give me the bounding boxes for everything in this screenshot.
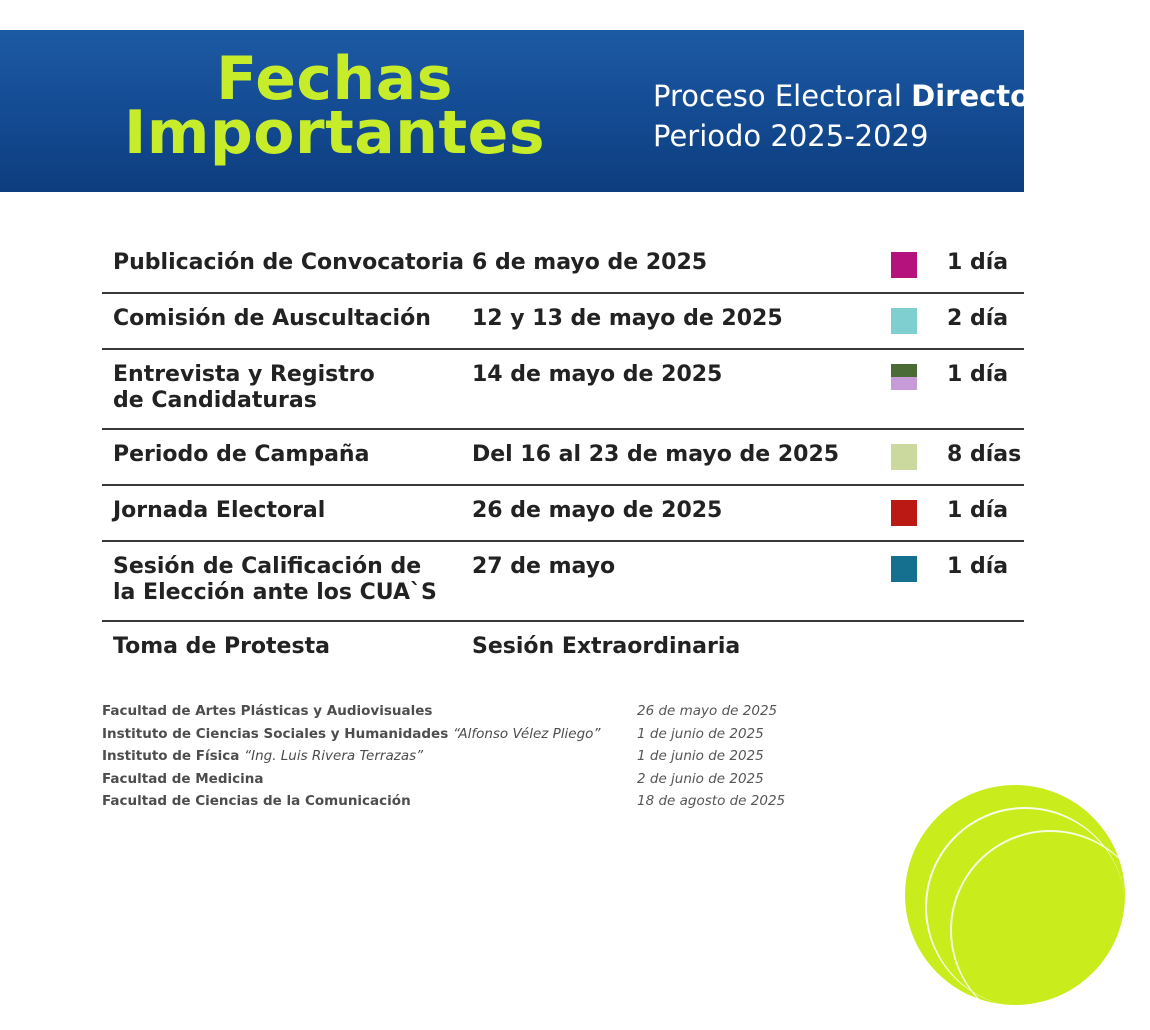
footnote-row: [102, 790, 822, 813]
page-title: [124, 44, 546, 168]
color-swatch: [891, 308, 917, 334]
footnote-row: [102, 700, 822, 723]
schedule-row: [102, 622, 1024, 682]
footnote-row: [102, 723, 822, 746]
event-date: 12 y 13 de mayo de 2025: [472, 306, 783, 331]
schedule-row: [102, 486, 1024, 542]
event-label: Comisión de Auscultación: [113, 306, 431, 331]
event-date: Sesión Extraordinaria: [472, 634, 741, 659]
footnote-date: 1 de junio de 2025: [637, 748, 764, 764]
color-swatch: [891, 444, 917, 470]
event-date: 26 de mayo de 2025: [472, 498, 723, 523]
footnote-institution: [102, 768, 263, 791]
footnotes-list: [102, 700, 822, 813]
swatch-bottom: [891, 377, 917, 390]
footnote-date: 2 de junio de 2025: [637, 770, 764, 787]
event-duration: 1 día: [947, 362, 1009, 387]
institution-note: “Ing. Luis Rivera Terrazas”: [244, 748, 424, 764]
event-label: Periodo de Campaña: [113, 442, 370, 467]
color-swatch: [891, 556, 917, 582]
schedule-row: [102, 430, 1024, 486]
event-label: Entrevista y Registro de Candidaturas: [113, 362, 375, 413]
decorative-circle: [905, 785, 1125, 1005]
event-label: Sesión de Calificación de la Elección ante los CUA`S: [113, 554, 437, 605]
swatch-top: [891, 364, 917, 377]
color-swatch: [891, 252, 917, 278]
event-label: Toma de Protesta: [113, 634, 330, 659]
institution-name: Facultad de Ciencias de la Comunicación: [102, 793, 411, 809]
institution-name: Facultad de Artes Plásticas y Audiovisuales: [102, 703, 433, 719]
footnote-institution: [102, 723, 600, 746]
event-label: Publicación de Convocatoria: [113, 250, 464, 275]
subtitle: [653, 76, 1044, 156]
footnote-row: [102, 745, 822, 768]
event-date: 14 de mayo de 2025: [472, 362, 723, 387]
subtitle-line-1: [653, 76, 1044, 116]
footnote-date: 1 de junio de 2025: [637, 725, 764, 742]
subtitle-line-2: Periodo 2025-2029: [653, 119, 929, 153]
schedule-table: [102, 238, 1024, 682]
event-date: 6 de mayo de 2025: [472, 250, 708, 275]
event-duration: 2 día: [947, 306, 1009, 331]
schedule-row: [102, 238, 1024, 294]
color-swatch: [891, 364, 917, 390]
subtitle-bold: Director: [911, 79, 1045, 113]
footnote-date: 26 de mayo de 2025: [637, 703, 778, 719]
schedule-row: [102, 350, 1024, 430]
footnote-institution: [102, 745, 423, 768]
decorative-arc: [950, 830, 1150, 1030]
footnote-institution: [102, 700, 432, 723]
footnote-date: 18 de agosto de 2025: [637, 793, 786, 809]
header-banner: [0, 30, 1045, 192]
institution-name: Instituto de Ciencias Sociales y Humanidades: [102, 725, 453, 742]
institution-name: Facultad de Medicina: [102, 770, 264, 787]
event-label: Jornada Electoral: [113, 498, 326, 523]
event-date: Del 16 al 23 de mayo de 2025: [472, 442, 840, 467]
title-line-2: Importantes: [124, 98, 546, 168]
institution-note: “Alfonso Vélez Pliego”: [452, 725, 601, 742]
schedule-row: [102, 294, 1024, 350]
title-line-1: Fechas: [216, 44, 453, 114]
subtitle-prefix: Proceso Electoral: [653, 79, 912, 113]
event-duration: 1 día: [947, 554, 1009, 579]
schedule-row: [102, 542, 1024, 622]
institution-name: Instituto de Física: [102, 748, 245, 764]
footnote-institution: [102, 790, 411, 813]
footnote-row: [102, 768, 822, 791]
event-duration: 8 días: [947, 442, 1022, 467]
event-date: 27 de mayo: [472, 554, 616, 579]
event-duration: 1 día: [947, 250, 1009, 275]
event-duration: 1 día: [947, 498, 1009, 523]
color-swatch: [891, 500, 917, 526]
